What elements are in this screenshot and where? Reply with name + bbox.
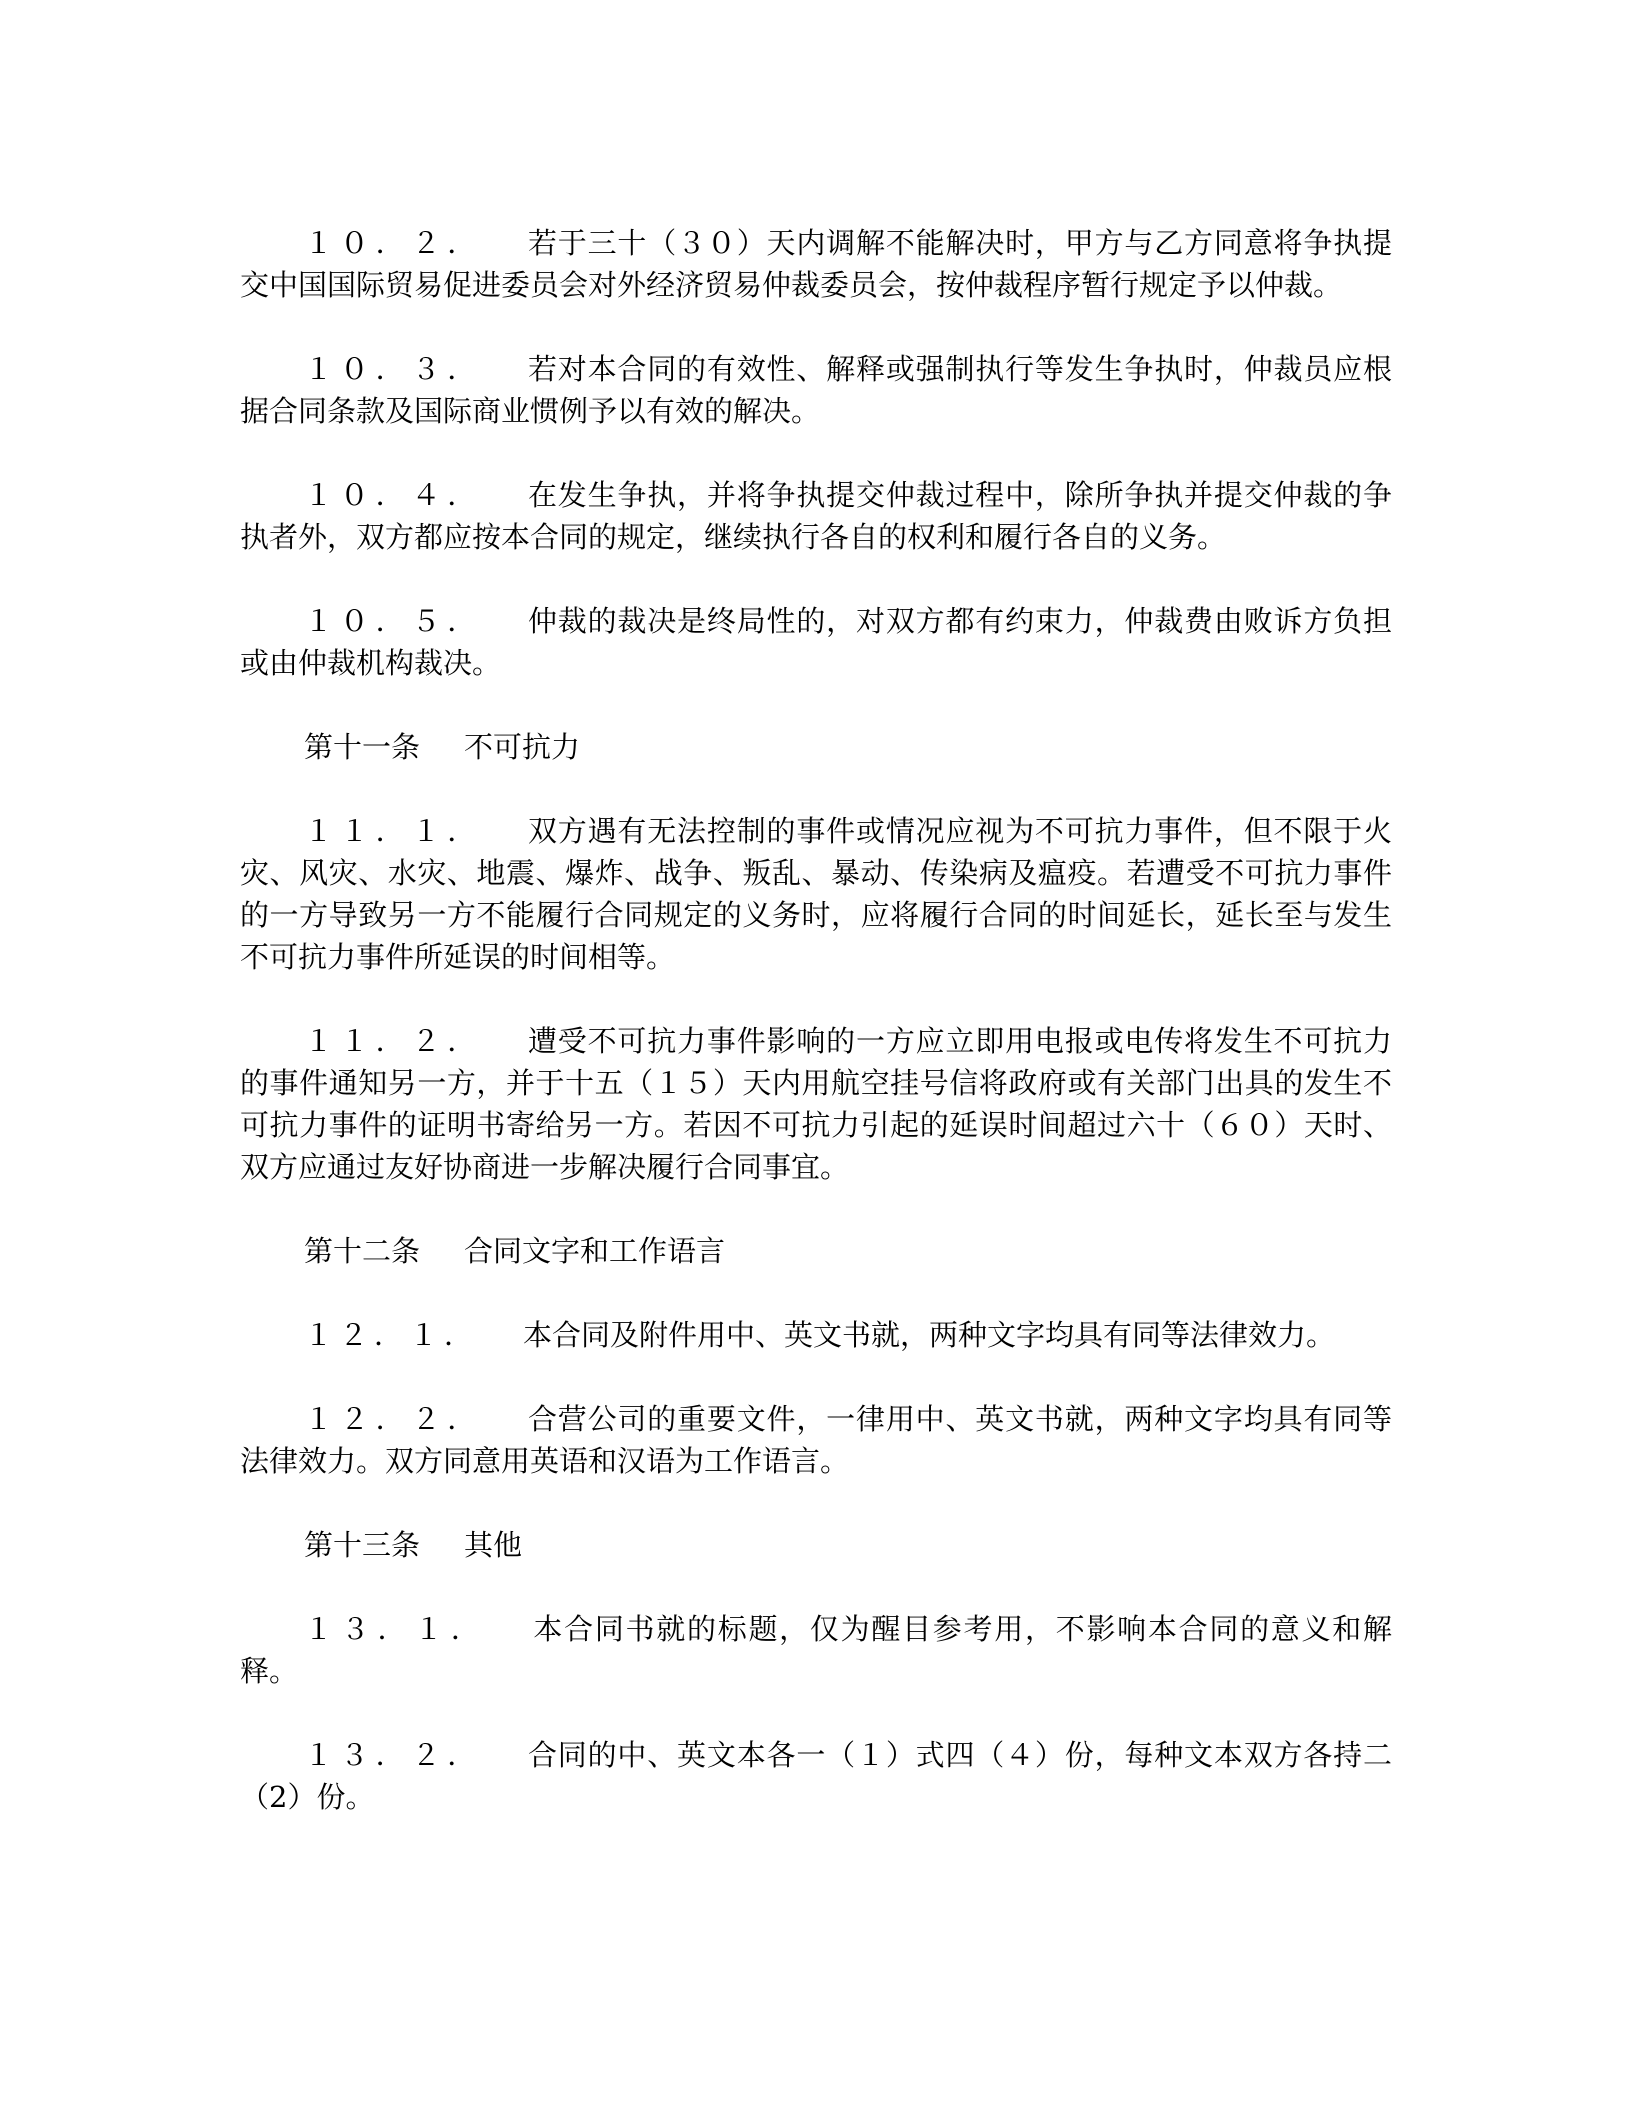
clause-10-3 — [240, 348, 1392, 432]
clause-text: 本合同书就的标题，仅为醒目参考用，不影响本合同的意义和解释。 — [240, 1612, 1392, 1688]
article-title: 合同文字和工作语言 — [464, 1234, 726, 1268]
document-page — [240, 222, 1392, 1818]
article-number: 第十一条 — [304, 730, 421, 764]
clause-text: 合营公司的重要文件，一律用中、英文书就，两种文字均具有同等法律效力。双方同意用英语和汉语为工作语言。 — [240, 1402, 1392, 1478]
article-12-heading — [240, 1230, 1392, 1272]
clause-10-4 — [240, 474, 1392, 558]
clause-12-2 — [240, 1398, 1392, 1482]
clause-text: 遭受不可抗力事件影响的一方应立即用电报或电传将发生不可抗力的事件通知另一方，并于十五（１５）天内用航空挂号信将政府或有关部门出具的发生不可抗力事件的证明书寄给另一方。若因不可抗力引起的延误时间超过六十（６０）天时、双方应通过友好协商进一步解决履行合同事宜。 — [240, 1024, 1392, 1184]
clause-text: 合同的中、英文本各一（１）式四（４）份，每种文本双方各持二（2）份。 — [240, 1738, 1392, 1814]
clause-number: １０．４． — [304, 478, 484, 512]
clause-12-1 — [240, 1314, 1392, 1356]
clause-number: １０．３． — [304, 352, 484, 386]
clause-10-2 — [240, 222, 1392, 306]
article-number: 第十三条 — [304, 1528, 421, 1562]
clause-text: 若于三十（３０）天内调解不能解决时，甲方与乙方同意将争执提交中国国际贸易促进委员会对外经济贸易仲裁委员会，按仲裁程序暂行规定予以仲裁。 — [240, 226, 1392, 302]
clause-number: １０．５． — [304, 604, 484, 638]
clause-number: １２．２． — [304, 1402, 484, 1436]
clause-text: 在发生争执，并将争执提交仲裁过程中，除所争执并提交仲裁的争执者外，双方都应按本合同的规定，继续执行各自的权利和履行各自的义务。 — [240, 478, 1392, 554]
clause-11-2 — [240, 1020, 1392, 1188]
clause-13-1 — [240, 1608, 1392, 1692]
clause-number: １１．２． — [304, 1024, 484, 1058]
clause-number: １１．１． — [304, 814, 484, 848]
clause-text: 本合同及附件用中、英文书就，两种文字均具有同等法律效力。 — [523, 1318, 1336, 1352]
clause-number: １３．１． — [304, 1612, 488, 1646]
clause-10-5 — [240, 600, 1392, 684]
article-number: 第十二条 — [304, 1234, 421, 1268]
clause-number: １０．２． — [304, 226, 484, 260]
article-title: 其他 — [464, 1528, 523, 1562]
clause-text: 若对本合同的有效性、解释或强制执行等发生争执时，仲裁员应根据合同条款及国际商业惯例予以有效的解决。 — [240, 352, 1392, 428]
clause-text: 仲裁的裁决是终局性的，对双方都有约束力，仲裁费由败诉方负担或由仲裁机构裁决。 — [240, 604, 1392, 680]
article-11-heading — [240, 726, 1392, 768]
clause-number: １３．２． — [304, 1738, 484, 1772]
clause-number: １２．１． — [304, 1318, 480, 1352]
clause-11-1 — [240, 810, 1392, 978]
clause-13-2 — [240, 1734, 1392, 1818]
article-title: 不可抗力 — [464, 730, 581, 764]
clause-text: 双方遇有无法控制的事件或情况应视为不可抗力事件，但不限于火灾、风灾、水灾、地震、爆炸、战争、叛乱、暴动、传染病及瘟疫。若遭受不可抗力事件的一方导致另一方不能履行合同规定的义务时，应将履行合同的时间延长，延长至与发生不可抗力事件所延误的时间相等。 — [240, 814, 1392, 974]
article-13-heading — [240, 1524, 1392, 1566]
